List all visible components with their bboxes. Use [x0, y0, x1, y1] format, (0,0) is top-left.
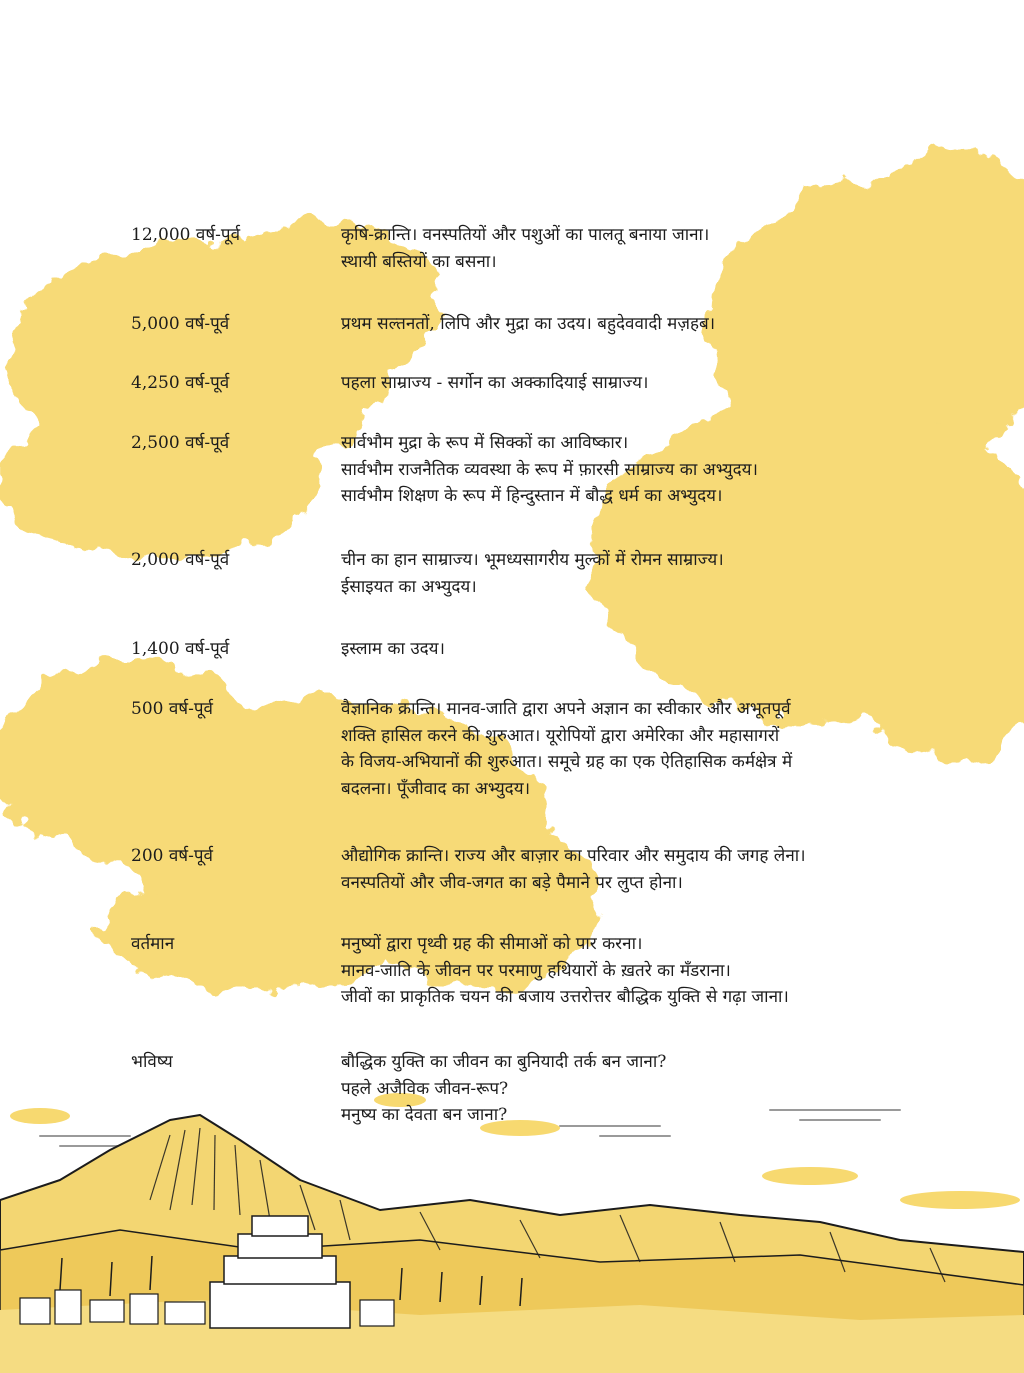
entry-description: [341, 370, 901, 397]
entry-date: 2,000 वर्ष-पूर्व: [131, 550, 230, 570]
entry-line: ईसाइयत का अभ्युदय।: [341, 576, 477, 597]
entry-line: सार्वभौम राजनैतिक व्यवस्था के रूप में फ़ारसी साम्राज्य का अभ्युदय।: [341, 459, 758, 480]
entry-line: स्थायी बस्तियों का बसना।: [341, 251, 497, 272]
entry-date: 200 वर्ष-पूर्व: [131, 846, 213, 866]
entry-description: [341, 636, 901, 663]
entry-date: 5,000 वर्ष-पूर्व: [131, 314, 230, 334]
entry-description: [341, 696, 901, 802]
entry-description: [341, 843, 901, 896]
entry-date: 2,500 वर्ष-पूर्व: [131, 433, 230, 453]
entry-line: सार्वभौम मुद्रा के रूप में सिक्कों का आविष्कार।: [341, 433, 629, 453]
entry-line: मनुष्यों द्वारा पृथ्वी ग्रह की सीमाओं को पार करना।: [341, 934, 643, 954]
entry-line: वनस्पतियों और जीव-जगत का बड़े पैमाने पर लुप्त होना।: [341, 872, 683, 893]
entry-line: बदलना। पूँजीवाद का अभ्युदय।: [341, 778, 531, 799]
entry-description: [341, 931, 901, 1011]
entry-description: [341, 222, 901, 275]
entry-line: वैज्ञानिक क्रान्ति। मानव-जाति द्वारा अपने अज्ञान का स्वीकार और अभूतपूर्व: [341, 699, 791, 719]
entry-line: इस्लाम का उदय।: [341, 639, 445, 659]
entry-line: चीन का हान साम्राज्य। भूमध्यसागरीय मुल्कों में रोमन साम्राज्य।: [341, 550, 724, 570]
entry-line: सार्वभौम शिक्षण के रूप में हिन्दुस्तान में बौद्ध धर्म का अभ्युदय।: [341, 486, 723, 506]
entry-line: पहला साम्राज्य - सर्गोन का अक्कादियाई साम्राज्य।: [341, 373, 649, 393]
entry-line: के विजय-अभियानों की शुरुआत। समूचे ग्रह का एक ऐतिहासिक कर्मक्षेत्र में: [341, 752, 793, 772]
entry-line: मनुष्य का देवता बन जाना?: [341, 1105, 508, 1125]
entry-line: जीवों का प्राकृतिक चयन की बजाय उत्तरोत्तर बौद्धिक युक्ति से गढ़ा जाना।: [341, 987, 789, 1007]
entry-date: 1,400 वर्ष-पूर्व: [131, 639, 230, 659]
entry-line: प्रथम सल्तनतों, लिपि और मुद्रा का उदय। बहुदेववादी मज़हब।: [341, 314, 716, 334]
entry-date: भविष्य: [131, 1052, 173, 1072]
entry-date: 4,250 वर्ष-पूर्व: [131, 373, 230, 393]
entry-line: बौद्धिक युक्ति का जीवन का बुनियादी तर्क बन जाना?: [341, 1052, 667, 1072]
entry-line: कृषि-क्रान्ति। वनस्पतियों और पशुओं का पालतू बनाया जाना।: [341, 225, 710, 245]
entry-description: [341, 547, 901, 600]
entry-date: 500 वर्ष-पूर्व: [131, 699, 213, 719]
entry-description: [341, 430, 901, 510]
entry-description: [341, 1049, 901, 1129]
entry-date: वर्तमान: [131, 934, 175, 954]
entry-date: 12,000 वर्ष-पूर्व: [131, 225, 241, 245]
entry-line: शक्ति हासिल करने की शुरुआत। यूरोपियों द्वारा अमेरिका और महासागरों: [341, 725, 780, 746]
entry-line: मानव-जाति के जीवन पर परमाणु हथियारों के ख़तरे का मँडराना।: [341, 960, 731, 981]
entry-line: औद्योगिक क्रान्ति। राज्य और बाज़ार का परिवार और समुदाय की जगह लेना।: [341, 846, 806, 866]
entry-line: पहले अजैविक जीवन-रूप?: [341, 1078, 509, 1099]
entry-description: [341, 311, 901, 338]
